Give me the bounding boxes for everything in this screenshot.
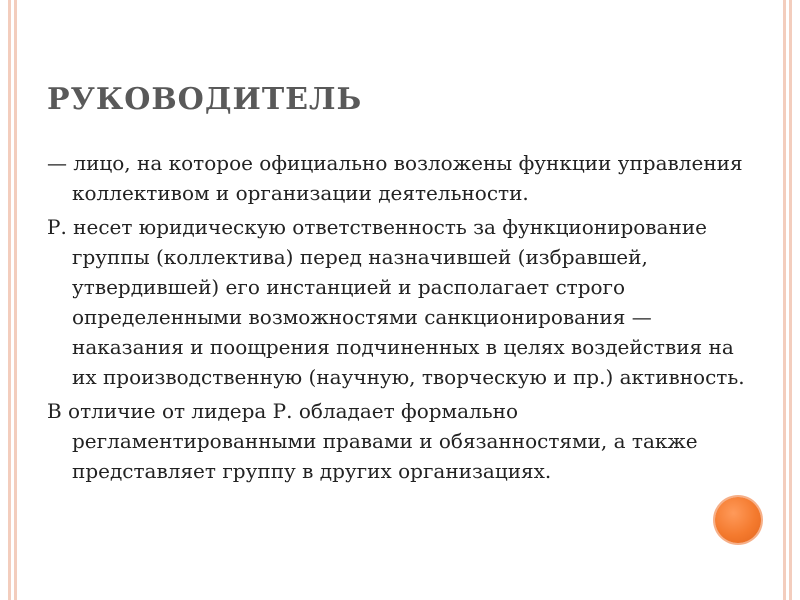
right-decorative-stripe [789, 0, 792, 600]
orange-circle-decoration [715, 497, 761, 543]
slide-body [47, 148, 747, 486]
slide-title: РУКОВОДИТЕЛЬ [47, 82, 363, 117]
difference-paragraph: В отличие от лидера Р. обладает формально регламентированными правами и обязанностями, а также представляет группу в других организациях. [47, 399, 698, 483]
right-decorative-stripe [783, 0, 786, 600]
definition-paragraph: — лицо, на которое официально возложены функции управления коллективом и организации деятельности. [47, 151, 743, 205]
responsibility-paragraph: Р. несет юридическую ответственность за функционирование группы (коллектива) перед назначившей (избравшей, утвердившей) его инстанцией и располагает строго определенными возможностями санкционирования — наказания и поощрения подчиненных в целях воздействия на их производственную (научную, творческую и пр.) активность. [47, 215, 745, 389]
left-decorative-stripe [8, 0, 11, 600]
left-decorative-stripe [14, 0, 17, 600]
